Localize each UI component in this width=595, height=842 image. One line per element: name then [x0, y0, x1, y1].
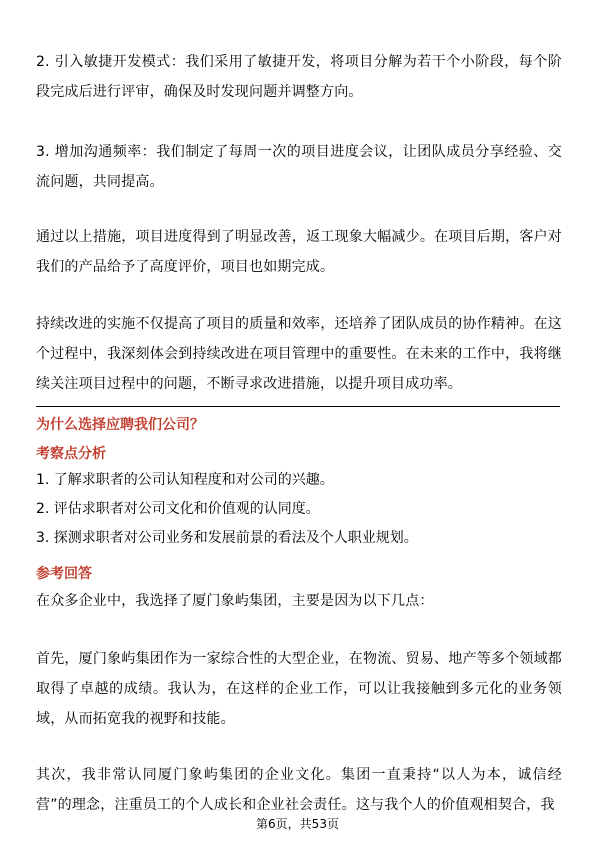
- paragraph-continuous-improvement: 持续改进的实施不仅提高了项目的质量和效率，还培养了团队成员的协作精神。在这个过程中，我深刻体会到持续改进在项目管理中的重要性。在未来的工作中，我将继续关注项目过程中的问题，不断寻求改进措施，以提升项目成功率。: [36, 316, 562, 392]
- section-divider: [36, 406, 560, 407]
- answer-paragraph: 首先，厦门象屿集团作为一家综合性的大型企业，在物流、贸易、地产等多个领域都取得了卓越的成绩。我认为，在这样的企业工作，可以让我接触到多元化的业务领域，从而拓宽我的视野和技能。: [36, 651, 562, 727]
- analysis-item: 3. 探测求职者对公司业务和发展前景的看法及个人职业规划。: [36, 530, 418, 546]
- answer-intro: 在众多企业中，我选择了厦门象屿集团，主要是因为以下几点：: [36, 593, 434, 609]
- analysis-item: 1. 了解求职者的公司认知程度和对公司的兴趣。: [36, 472, 334, 488]
- paragraph-results: 通过以上措施，项目进度得到了明显改善，返工现象大幅减少。在项目后期，客户对我们的产品给予了高度评价，项目也如期完成。: [36, 229, 562, 275]
- page-number: 第6页，共53页: [256, 817, 339, 831]
- answer-paragraph: 其次，我非常认同厦门象屿集团的企业文化。集团一直秉持“以人为本，诚信经营”的理念，注重员工的个人成长和企业社会责任。这与我个人的价值观相契合，我: [36, 767, 562, 813]
- analysis-heading: 考察点分析: [36, 446, 106, 462]
- question-heading: 为什么选择应聘我们公司？: [36, 417, 204, 433]
- paragraph-agile: 2. 引入敏捷开发模式：我们采用了敏捷开发，将项目分解为若干个小阶段，每个阶段完成后进行评审，确保及时发现问题并调整方向。: [36, 54, 562, 100]
- answer-heading: 参考回答: [36, 566, 92, 582]
- paragraph-communication: 3. 增加沟通频率：我们制定了每周一次的项目进度会议，让团队成员分享经验、交流问题，共同提高。: [36, 144, 562, 190]
- analysis-item: 2. 评估求职者对公司文化和价值观的认同度。: [36, 501, 320, 517]
